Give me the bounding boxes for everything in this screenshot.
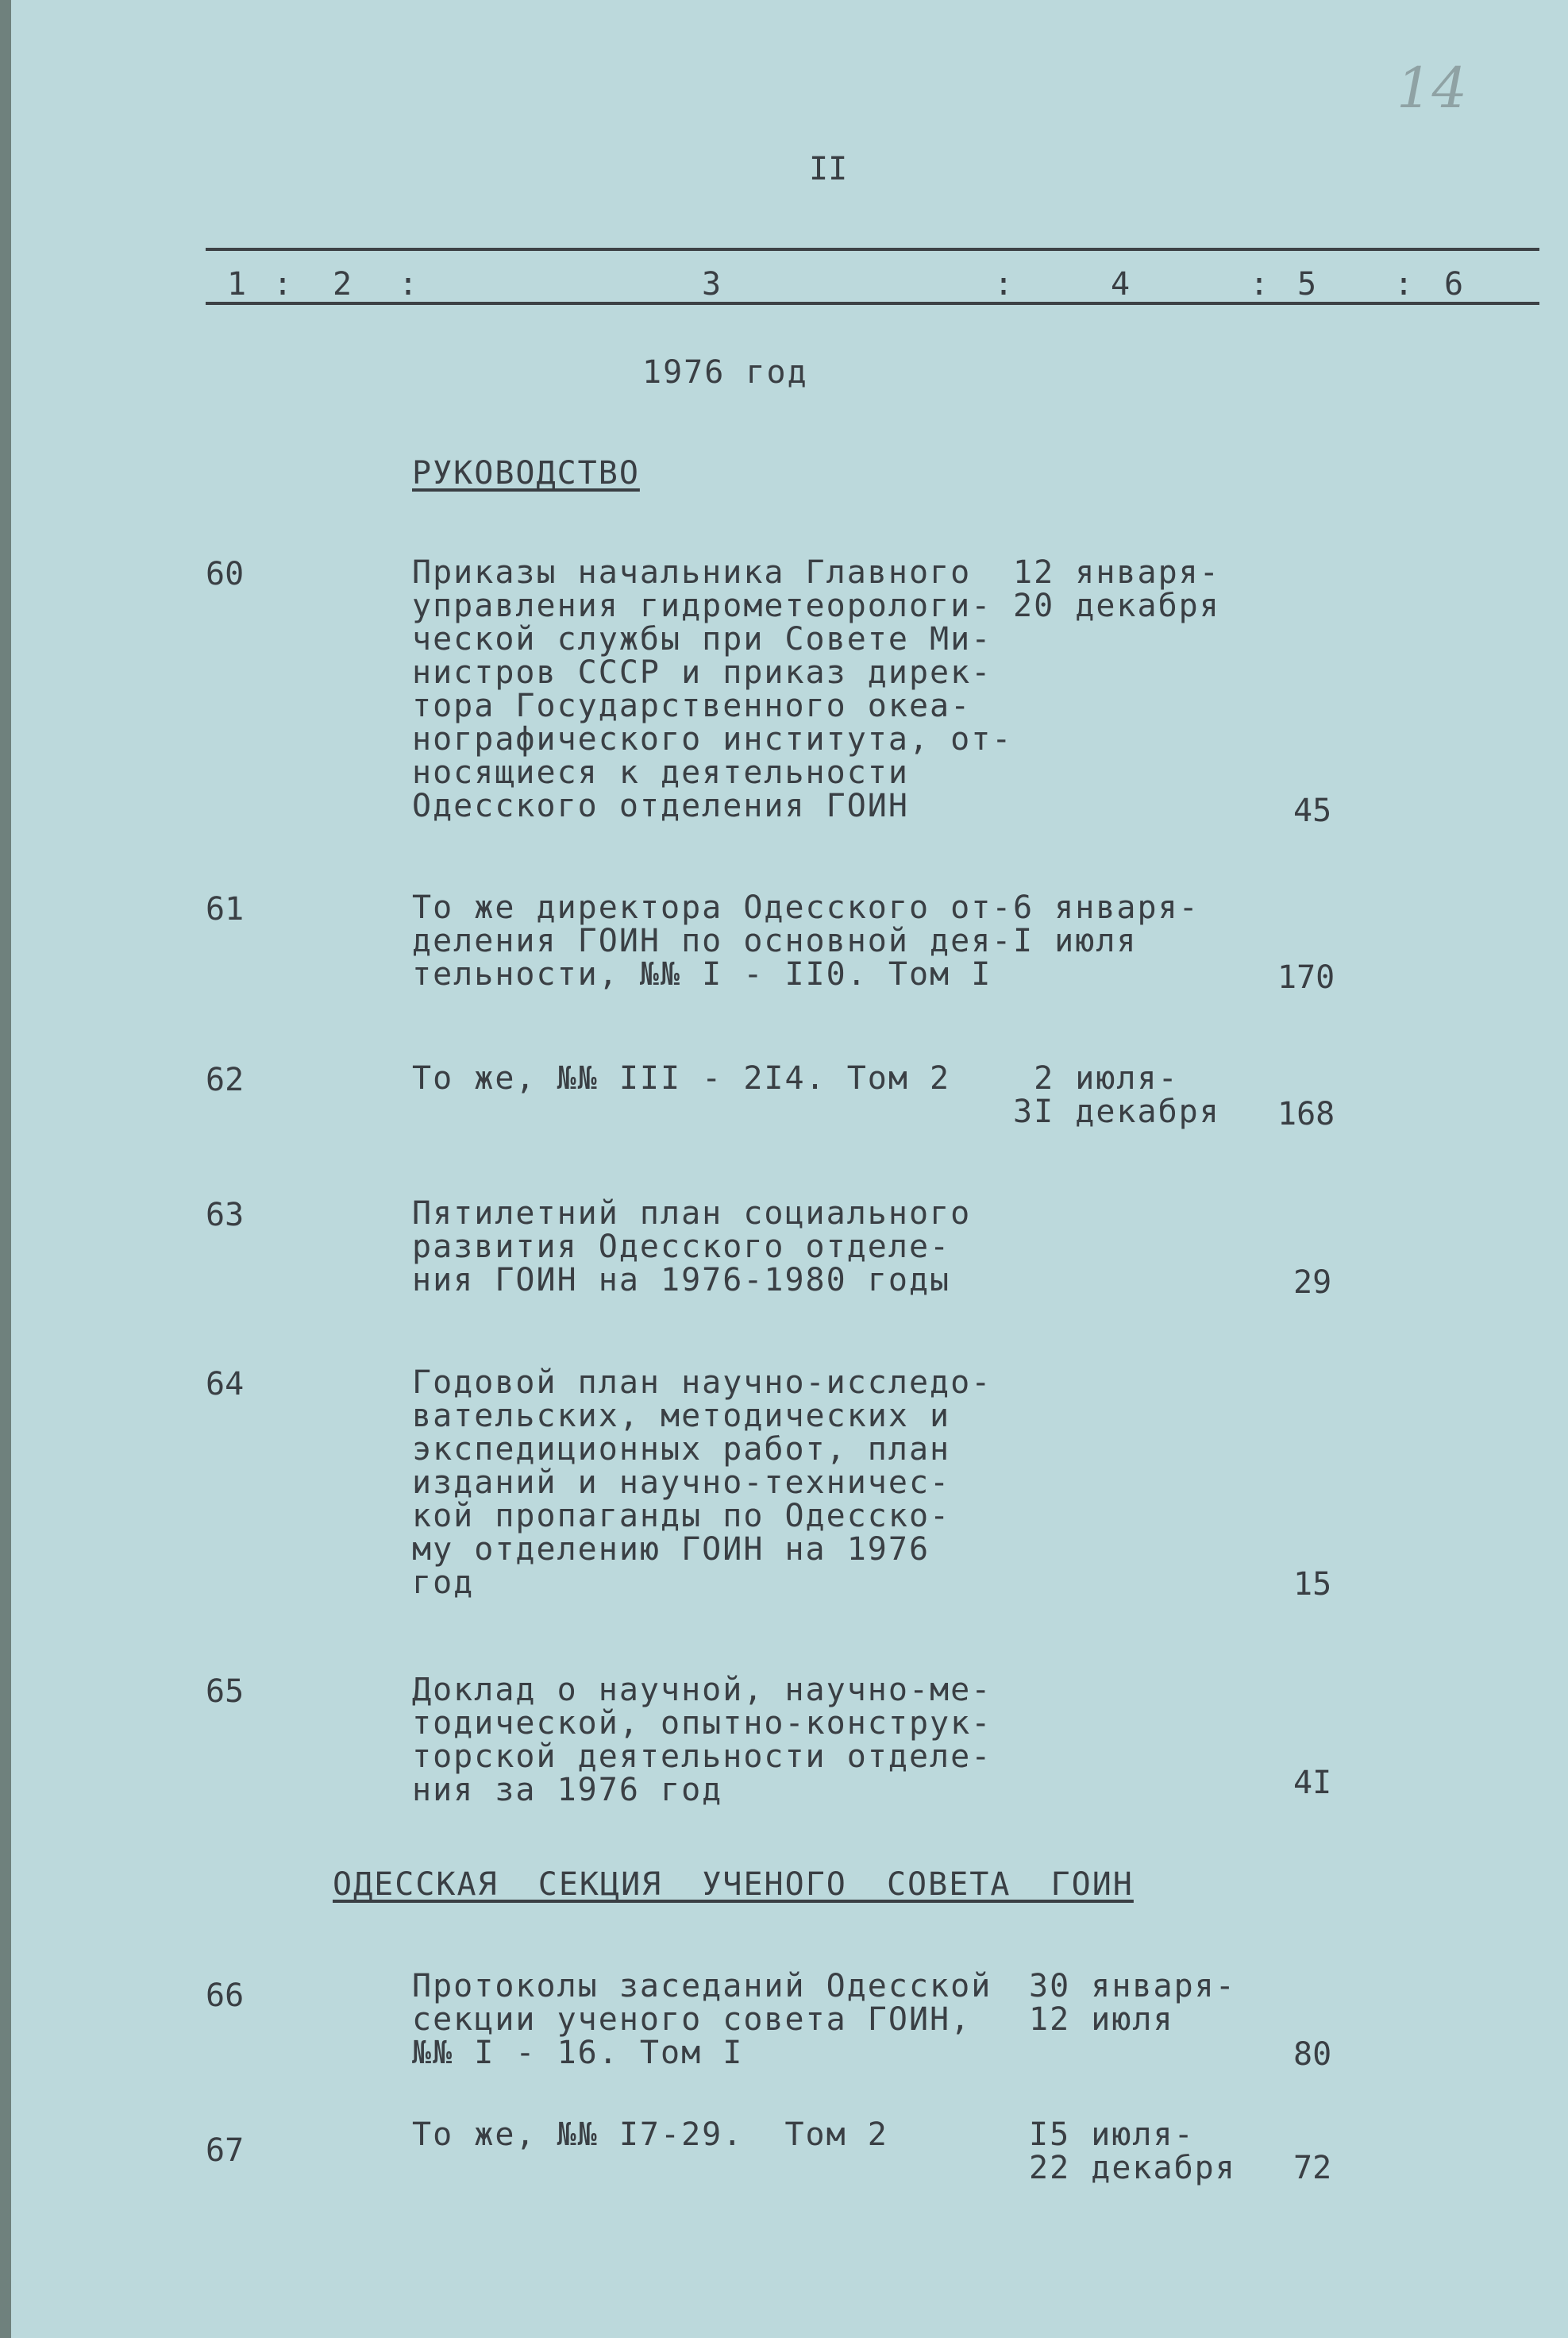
entry-dates: 6 января- I июля bbox=[1013, 889, 1200, 959]
col-sep: : bbox=[1250, 266, 1269, 303]
col-sep: : bbox=[1394, 266, 1414, 303]
entry-title: Пятилетний план социального развития Одесского отделе- ния ГОИН на 1976-1980 годы bbox=[412, 1195, 972, 1298]
entry-pages: 80 bbox=[1293, 2036, 1332, 2073]
entry-number: 60 bbox=[206, 556, 245, 592]
col-sep: : bbox=[273, 266, 293, 303]
entry-pages: 168 bbox=[1277, 1096, 1335, 1132]
entry-dates: 30 января- 12 июля bbox=[1029, 1968, 1236, 2038]
entry-title: Протоколы заседаний Одесской секции ученого совета ГОИН, №№ I - 16. Том I bbox=[412, 1968, 992, 2071]
entry-title: То же, №№ III - 2I4. Том 2 bbox=[412, 1060, 951, 1097]
entry-title: Годовой план научно-исследо- вательских, методических и экспедиционных работ, план изданий и научно-техничес- кой пропаганды по Одесско- му отделению ГОИН на 1976 год bbox=[412, 1364, 992, 1601]
col-sep: : bbox=[399, 266, 418, 303]
col-4: 4 bbox=[1111, 266, 1131, 303]
entry-pages: 45 bbox=[1293, 793, 1332, 829]
entry-pages: 170 bbox=[1277, 959, 1335, 996]
entry-title: Приказы начальника Главного управления гидрометеорологи- ческой службы при Совете Ми- нистров СССР и приказ дирек- тора Государственного океа- нографического института, от- носящиеся к деятельности Одесского отделения ГОИН bbox=[412, 554, 1013, 824]
entry-pages: 29 bbox=[1293, 1264, 1332, 1301]
col-5: 5 bbox=[1297, 266, 1317, 303]
entry-title: То же, №№ I7-29. Том 2 bbox=[412, 2116, 888, 2153]
entry-number: 67 bbox=[206, 2132, 245, 2169]
entry-number: 62 bbox=[206, 1062, 245, 1098]
entry-pages: 15 bbox=[1293, 1566, 1332, 1603]
section-title: РУКОВОДСТВО bbox=[412, 455, 640, 492]
entry-title: Доклад о научной, научно-ме- тодической, опытно-конструк- торской деятельности отделе- ния за 1976 год bbox=[412, 1672, 992, 1808]
entry-dates: I5 июля- 22 декабря bbox=[1029, 2116, 1236, 2186]
header-rule-top bbox=[206, 248, 1539, 251]
col-6: 6 bbox=[1444, 266, 1464, 303]
year-heading: 1976 год bbox=[642, 354, 808, 391]
section-title: ОДЕССКАЯ СЕКЦИЯ УЧЕНОГО СОВЕТА ГОИН bbox=[333, 1866, 1134, 1903]
entry-number: 64 bbox=[206, 1366, 245, 1402]
entry-number: 65 bbox=[206, 1673, 245, 1710]
col-2: 2 bbox=[333, 266, 353, 303]
col-sep: : bbox=[994, 266, 1014, 303]
entry-number: 66 bbox=[206, 1977, 245, 2014]
col-3: 3 bbox=[702, 266, 722, 303]
page-number: II bbox=[809, 151, 848, 187]
handwritten-folio-number: 14 bbox=[1397, 56, 1468, 121]
document-page bbox=[11, 0, 1568, 2338]
binding-edge bbox=[0, 0, 11, 2338]
entry-pages: 72 bbox=[1293, 2150, 1332, 2186]
entry-number: 63 bbox=[206, 1197, 245, 1233]
col-1: 1 bbox=[227, 266, 247, 303]
entry-number: 61 bbox=[206, 891, 245, 928]
entry-title: То же директора Одесского от- деления ГОИН по основной дея- тельности, №№ I - II0. Том I bbox=[412, 889, 1013, 993]
entry-dates: 12 января- 20 декабря bbox=[1013, 554, 1220, 624]
entry-pages: 4I bbox=[1293, 1765, 1332, 1801]
entry-dates: 2 июля- 3I декабря bbox=[1013, 1060, 1220, 1130]
